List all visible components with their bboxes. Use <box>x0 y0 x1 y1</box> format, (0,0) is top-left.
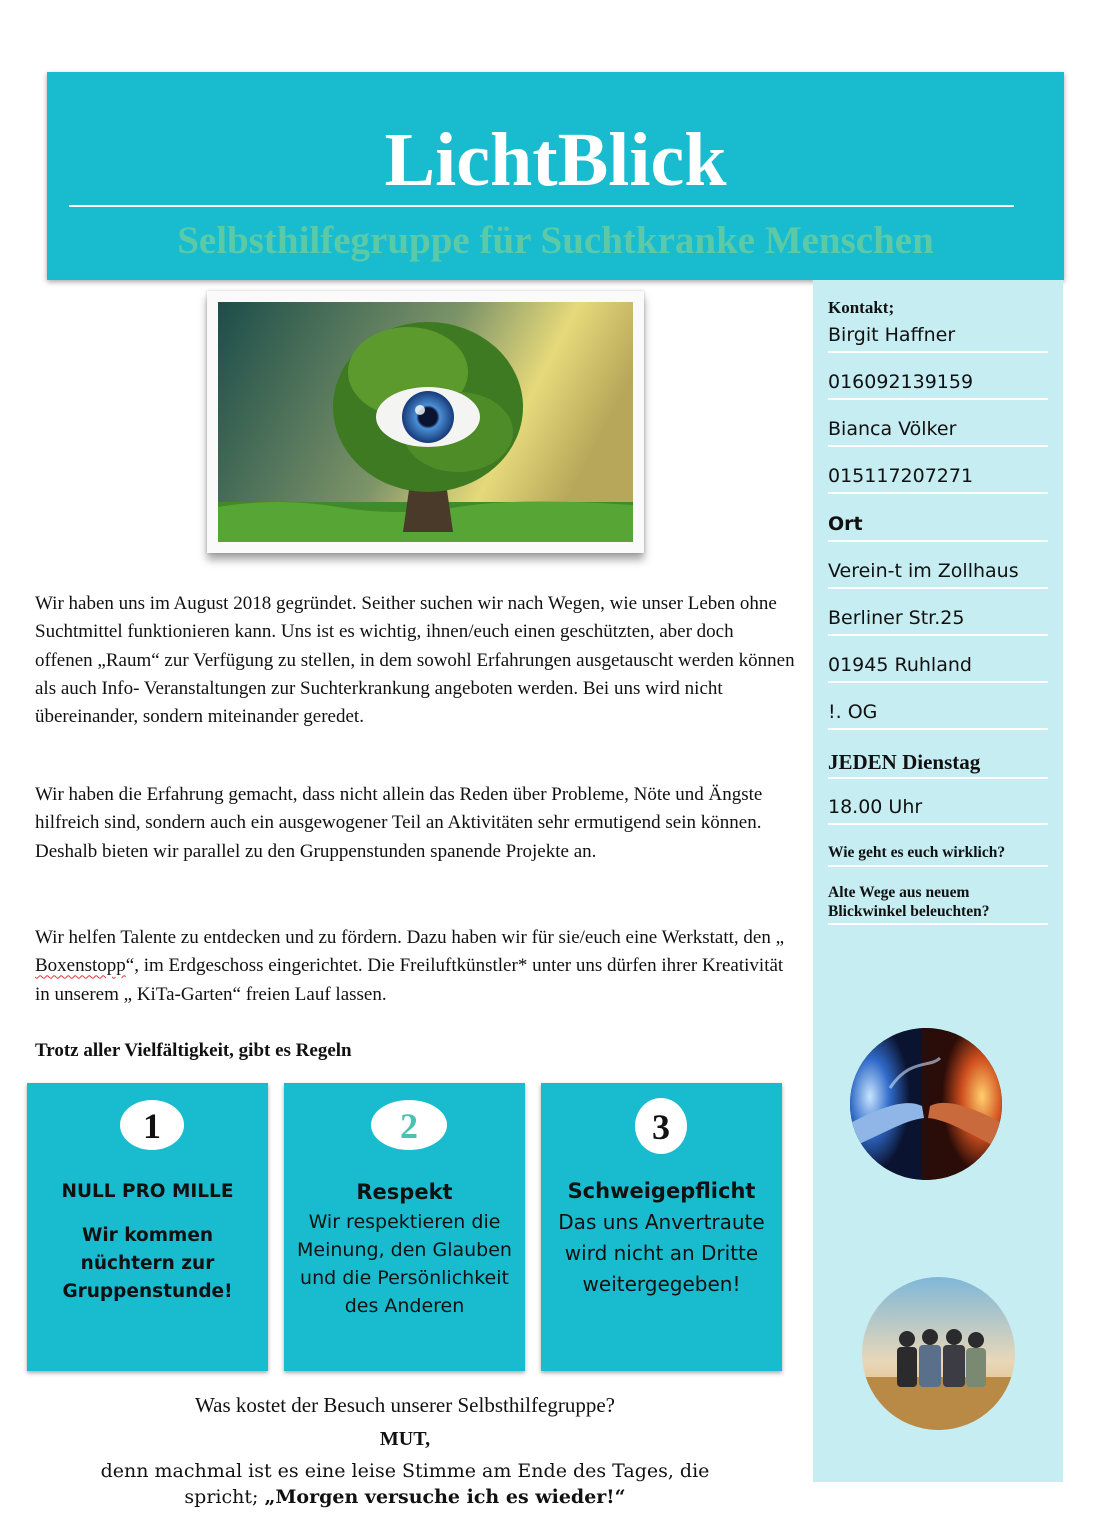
intro-paragraph-3 <box>35 924 795 1009</box>
location-street: Berliner Str.25 <box>828 607 1048 636</box>
footer-line-1: denn machmal ist es eine leise Stimme am Ende des Tages, die <box>100 1460 710 1482</box>
rule-number-3: 3 <box>635 1098 687 1154</box>
intro-paragraph-2 <box>35 781 795 866</box>
footer-line-2 <box>0 1486 810 1508</box>
page-title: LichtBlick <box>384 118 727 202</box>
location-city: 01945 Ruhland <box>828 654 1048 683</box>
workshop-name: Boxenstopp <box>35 955 126 977</box>
rule-number-2: 2 <box>371 1100 447 1150</box>
footer-line-2-prefix: spricht; <box>184 1486 265 1508</box>
intro-text-3 <box>35 924 795 1009</box>
tree-eye-icon <box>218 302 633 542</box>
header-banner <box>47 72 1064 280</box>
rule-text-1: Wir kommen nüchtern zur Gruppenstunde! <box>62 1225 233 1302</box>
rule-card-3 <box>541 1083 782 1371</box>
hands-image <box>850 1028 1002 1180</box>
footer-quote: „Morgen versuche ich es wieder!“ <box>264 1486 626 1508</box>
contact-phone-1: 016092139159 <box>828 371 1048 400</box>
rule-card-2 <box>284 1083 525 1371</box>
intro-paragraph-1 <box>35 590 795 731</box>
contact-label: Kontakt; <box>828 298 895 317</box>
sidebar-question-1: Wie geht es euch wirklich? <box>828 843 1048 867</box>
rule-text-2: Wir respektieren die Meinung, den Glauben und die Persönlichkeit des Anderen <box>297 1211 512 1317</box>
page-subtitle: Selbsthilfegruppe für Suchtkranke Menschen <box>177 219 934 262</box>
rule-title-1: NULL PRO MILLE <box>61 1181 234 1202</box>
footer-answer: MUT, <box>379 1428 431 1450</box>
location-label: Ort <box>828 513 1048 542</box>
meeting-time: 18.00 Uhr <box>828 796 1048 825</box>
rule-number-1: 1 <box>120 1100 184 1150</box>
contact-phone-2: 015117207271 <box>828 465 1048 494</box>
tree-eye-photo <box>207 291 644 553</box>
location-name: Verein-t im Zollhaus <box>828 560 1048 589</box>
group-image <box>862 1277 1015 1430</box>
location-floor: !. OG <box>828 701 1048 730</box>
contact-name-2: Bianca Völker <box>828 418 1048 447</box>
intro-text-3b: “, im Erdgeschoss eingerichtet. Die Freiluftkünstler* unter uns dürfen ihrer Kreativität in unserem „ KiTa-Garten“ freien Lauf lassen. <box>35 955 784 1005</box>
rule-card-1 <box>27 1083 268 1371</box>
meeting-day: JEDEN Dienstag <box>828 750 1048 779</box>
sidebar-question-2: Alte Wege aus neuem Blickwinkel beleuchten? <box>828 883 1048 925</box>
rules-heading: Trotz aller Vielfältigkeit, gibt es Regeln <box>35 1040 352 1061</box>
intro-text-2: Wir haben die Erfahrung gemacht, dass nicht allein das Reden über Probleme, Nöte und Ängste hilfreich sind, sondern auch ein ausgewogener Teil an Aktivitäten sehr ermutigend sein können. Deshalb bieten wir parallel zu den Gruppenstunden spanende Projekte an. <box>35 784 763 862</box>
title-divider <box>69 205 1014 207</box>
rule-text-3: Das uns Anvertraute wird nicht an Dritte weitergegeben! <box>558 1210 765 1296</box>
contact-name-1: Birgit Haffner <box>828 324 1048 353</box>
intro-text-1: Wir haben uns im August 2018 gegründet. Seither suchen wir nach Wegen, wie unser Leben ohne Suchtmittel funktionieren kann. Uns ist es wichtig, ihnen/euch einen geschützten, aber doch offenen „Raum“ zur Verfügung zu stellen, in dem sowohl Erfahrungen ausgetauscht werden können als auch Info- Veranstaltungen zur Suchterkrankung angeboten werden. Bei uns wird nicht übereinander, sondern miteinander geredet. <box>35 593 795 728</box>
intro-text-3a: Wir helfen Talente zu entdecken und zu fördern. Dazu haben wir für sie/euch eine Werkstatt, den „ <box>35 927 785 948</box>
rule-title-3: Schweigepflicht <box>567 1179 756 1203</box>
rule-title-2: Respekt <box>356 1180 453 1204</box>
footer-question: Was kostet der Besuch unserer Selbsthilfegruppe? <box>195 1393 615 1417</box>
